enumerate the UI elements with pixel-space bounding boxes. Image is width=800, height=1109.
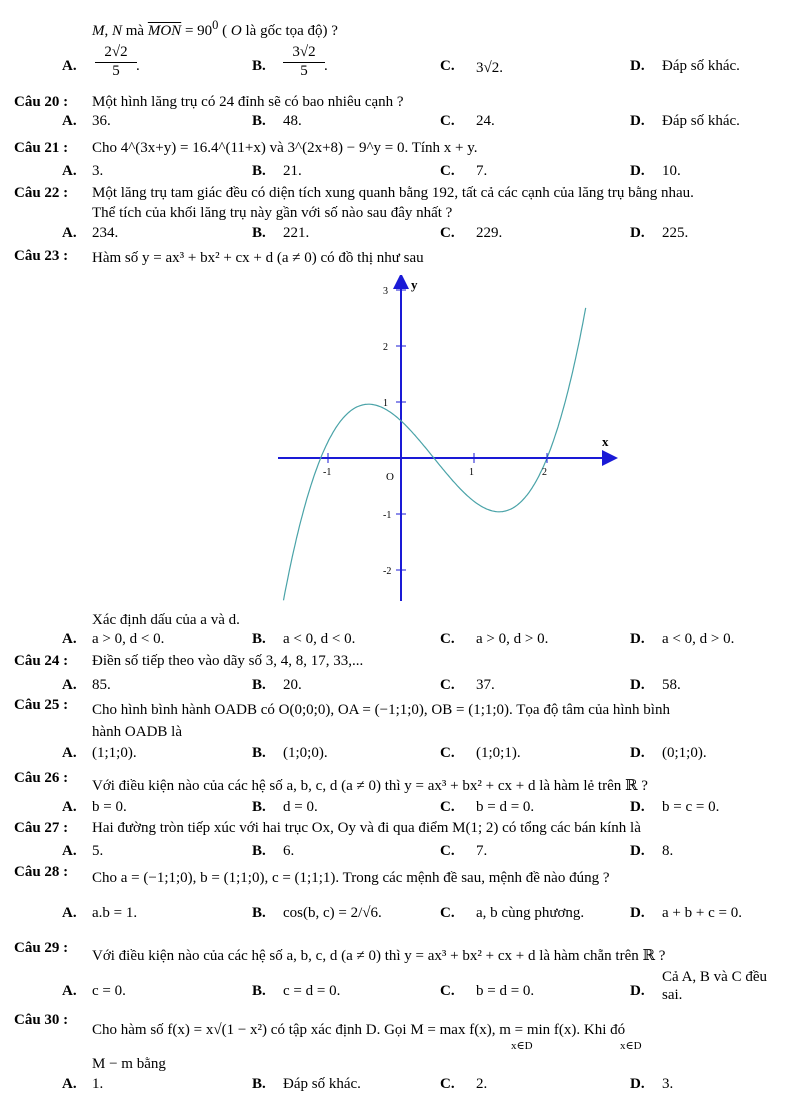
option-text: c = d = 0. [283,983,341,999]
option-label: B. [252,745,266,761]
option-text: d = 0. [283,799,318,815]
subscript: x∈D [620,1040,642,1052]
x-tick-label: 2 [542,467,547,478]
option-text: a, b cùng phương. [476,905,585,921]
option-label: D. [630,905,645,921]
question-text: Cho a = (−1;1;0), b = (1;1;0), c = (1;1;1). Trong các mệnh đề sau, mệnh đề nào đúng ? [92,870,610,886]
question-text: M − m bằng [92,1056,166,1072]
option-text: 5. [92,843,104,859]
option-text: 8. [662,843,674,859]
question-number: Câu 20 : [14,94,69,110]
question-number: Câu 21 : [14,140,69,156]
question-number: Câu 24 : [14,653,69,669]
question-number: Câu 28 : [14,864,69,880]
question-number: Câu 22 : [14,185,69,201]
option-label: D. [630,631,645,647]
option-label: B. [252,225,266,241]
option-label: C. [440,983,455,999]
option-text: b = d = 0. [476,983,535,999]
option-label: C. [440,631,455,647]
option-label: A. [62,163,77,179]
option-label: A. [62,843,77,859]
option-text: (1;1;0). [92,745,137,761]
option-label: A. [62,58,77,74]
option-label: D. [630,1076,645,1092]
option-text: (1;0;0). [283,745,328,761]
option-text: Cả A, B và C đều [662,969,767,985]
option-text: a + b + c = 0. [662,905,742,921]
x-axis-label: x [602,434,609,449]
question-text: Hai đường tròn tiếp xúc với hai trục Ox, Oy và đi qua điểm M(1; 2) có tổng các bán kính là [92,820,641,836]
option-label: A. [62,113,77,129]
x-tick-label: -1 [323,467,332,478]
option-text: cos(b, c) = 2/√6. [283,905,382,921]
option-label: A. [62,799,77,815]
option-text: 229. [476,225,503,241]
question-number: Câu 27 : [14,820,69,836]
question-number: Câu 25 : [14,697,69,713]
question-text: Cho 4^(3x+y) = 16.4^(11+x) và 3^(2x+8) − 9^y = 0. Tính x + y. [92,140,478,156]
option-text: 24. [476,113,495,129]
option-text: a.b = 1. [92,905,138,921]
option-text: a > 0, d > 0. [476,631,549,647]
option-text: 10. [662,163,681,179]
option-text: 221. [283,225,310,241]
option-text: (1;0;1). [476,745,521,761]
option-text: 58. [662,677,681,693]
option-text: 21. [283,163,302,179]
option-label: C. [440,745,455,761]
option-label: B. [252,843,266,859]
option-text: 3. [92,163,104,179]
question-number: Câu 26 : [14,770,69,786]
option-text: 85. [92,677,111,693]
option-text: 6. [283,843,295,859]
option-text: a < 0, d < 0. [283,631,356,647]
top-question-line: M, N mà $\overline{MON} = 90^0$ ( O là gốc tọa độ) ? [92,18,338,39]
y-tick-label: -2 [383,566,392,577]
option-label: C. [440,163,455,179]
question-text: Với điều kiện nào của các hệ số a, b, c, d (a ≠ 0) thì y = ax³ + bx² + cx + d là hàm lẻ trên ℝ ? [92,778,648,794]
y-tick-label: -1 [383,510,392,521]
option-label: C. [440,799,455,815]
option-label: A. [62,905,77,921]
question-number: Câu 23 : [14,248,69,264]
option-label: B. [252,905,266,921]
option-label: A. [62,1076,77,1092]
question-text: Thể tích của khối lăng trụ này gần với số nào sau đây nhất ? [92,205,453,221]
option-text: b = d = 0. [476,799,535,815]
option-label: C. [440,113,455,129]
option-text: 48. [283,113,302,129]
option-label: D. [630,745,645,761]
option-label: C. [440,905,455,921]
option-b-fraction: 3√2 5 [283,44,325,80]
cubic-graph [270,275,630,605]
cubic-curve [284,308,586,600]
question-text: Một hình lăng trụ có 24 đỉnh sẽ có bao nhiêu cạnh ? [92,94,404,110]
option-text: 7. [476,163,488,179]
question-text: Điền số tiếp theo vào dãy số 3, 4, 8, 17, 33,... [92,653,364,669]
question-text: Với điều kiện nào của các hệ số a, b, c, d (a ≠ 0) thì y = ax³ + bx² + cx + d là hàm chẵn trên ℝ ? [92,948,666,964]
option-label: A. [62,225,77,241]
option-label: A. [62,631,77,647]
option-label: B. [252,1076,266,1092]
origin-label: O [386,471,394,483]
y-tick-label: 1 [383,398,388,409]
question-text: hành OADB là [92,724,182,740]
option-label: B. [252,677,266,693]
option-text: 7. [476,843,488,859]
option-text: b = c = 0. [662,799,720,815]
option-label: B. [252,799,266,815]
question-text: Cho hàm số f(x) = x√(1 − x²) có tập xác định D. Gọi M = max f(x), m = min f(x). Khi đó [92,1022,626,1038]
option-label: D. [630,677,645,693]
option-text: 3. [662,1076,674,1092]
option-text: 2. [476,1076,488,1092]
y-tick-label: 2 [383,342,388,353]
option-text: Đáp số khác. [662,113,740,129]
subscript: x∈D [511,1040,533,1052]
option-text: a < 0, d > 0. [662,631,735,647]
option-text: a > 0, d < 0. [92,631,165,647]
option-a-fraction: 2√2 5 [95,44,137,80]
option-text: (0;1;0). [662,745,707,761]
option-text: 20. [283,677,302,693]
option-label: B. [252,983,266,999]
option-label: C. [440,1076,455,1092]
option-label: B. [252,163,266,179]
option-label: D. [630,113,645,129]
option-text: 225. [662,225,689,241]
option-label: A. [62,983,77,999]
option-text: c = 0. [92,983,126,999]
option-label: C. [440,677,455,693]
option-label: D. [630,799,645,815]
option-label: D. [630,163,645,179]
option-text: b = 0. [92,799,127,815]
option-text: Đáp số khác. [283,1076,361,1092]
question-number: Câu 29 : [14,940,69,956]
option-label: C. [440,843,455,859]
option-text: 37. [476,677,495,693]
question-number: Câu 30 : [14,1012,69,1028]
option-label: D. [630,983,645,999]
option-text: 234. [92,225,119,241]
option-label: C. [440,225,455,241]
question-text: Xác định dấu của a và d. [92,612,240,628]
option-text: sai. [662,987,683,1003]
option-label: B. [252,631,266,647]
option-label: B. [252,113,266,129]
option-label: D. [630,843,645,859]
option-label: A. [62,677,77,693]
option-text: Đáp số khác. [662,58,740,74]
question-text: Hàm số y = ax³ + bx² + cx + d (a ≠ 0) có đồ thị như sau [92,250,424,266]
option-text: 1. [92,1076,104,1092]
x-tick-label: 1 [469,467,474,478]
option-label: A. [62,745,77,761]
question-text: Một lăng trụ tam giác đều có diện tích xung quanh bằng 192, tất cả các cạnh của lăng trụ bằng nhau. [92,185,694,201]
option-label: D. [630,225,645,241]
option-text: 36. [92,113,111,129]
y-axis-label: y [411,277,418,292]
y-tick-label: 3 [383,286,388,297]
question-text: Cho hình bình hành OADB có O(0;0;0), OA = (−1;1;0), OB = (1;1;0). Tọa độ tâm của hình bình [92,702,670,718]
